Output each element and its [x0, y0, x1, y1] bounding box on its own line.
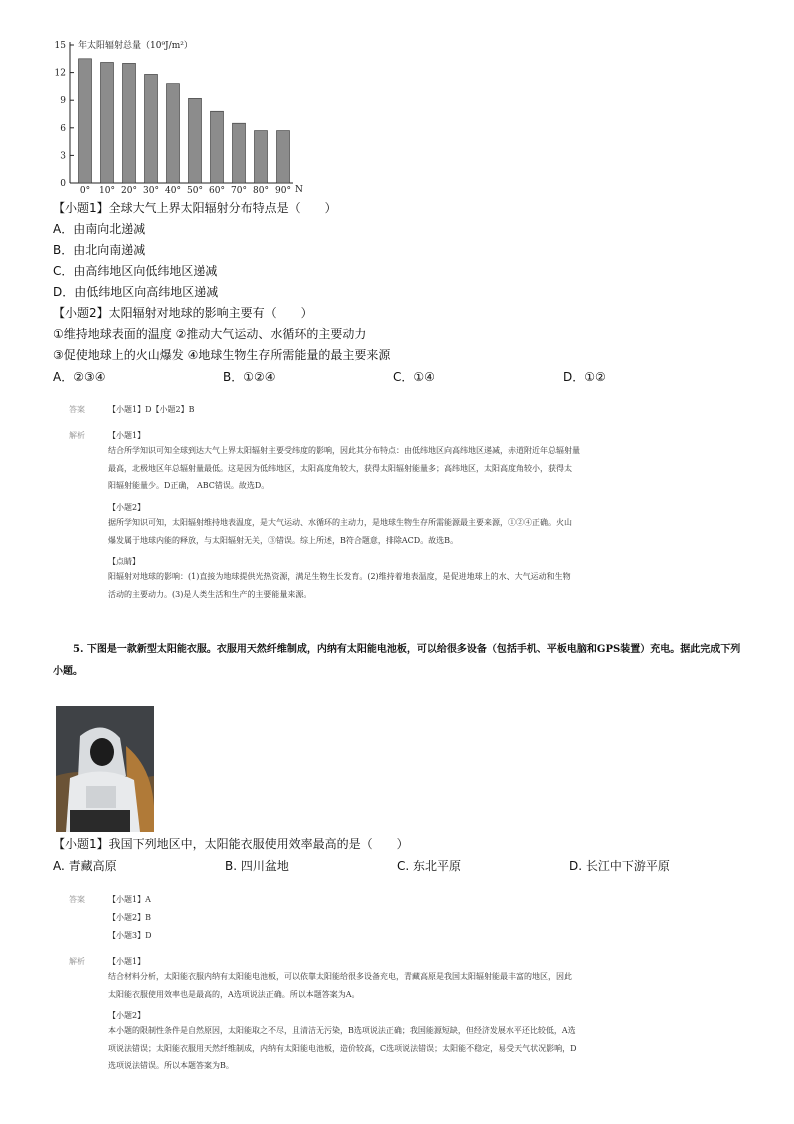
question-2-title: 【小题2】太阳辐射对地球的影响主要有（ ） [53, 306, 313, 320]
x-tick-label: 0° [79, 186, 91, 194]
question-1-title: 【小题1】全球大气上界太阳辐射分布特点是（ ） [53, 201, 337, 215]
y-ticks [55, 41, 74, 189]
y-tick-label: 12 [54, 68, 66, 79]
question-5-1-option-a: A. 青藏高原 [53, 859, 117, 873]
answer-tag: 答案 [69, 405, 85, 414]
bar [189, 98, 202, 183]
analysis-sub-1-text: 结合所学知识可知全球到达大气上界太阳辐射主要受纬度的影响，因此其分布特点：由低纬地区向高纬地区递减，赤道附近年总辐射量 最高，北极地区年总辐射量最低。这是因为低纬地区，太阳高度角较大，获得太阳辐射能量多；高纬地区，太阳高度角较小，获得太 阳辐射能量少。D正确， ABC错误。故选D。 [108, 446, 580, 490]
question-5-1-option-d: D. 长江中下游平原 [569, 859, 670, 873]
x-tick-label: 40° [165, 186, 181, 194]
analysis-sub-2-heading: 【小题2】 [108, 503, 146, 512]
question-1-option-d: D．由低纬地区向高纬地区递减 [53, 285, 219, 299]
question-2-option-d: D．①② [563, 370, 606, 384]
bar [211, 111, 224, 183]
y-tick-label: 3 [60, 151, 66, 162]
x-tick-label: 10° [99, 186, 115, 194]
y-tick-label: 6 [60, 123, 66, 134]
answer-tag-2: 答案 [69, 895, 85, 904]
tip-text: 阳辐射对地球的影响：(1)直接为地球提供光热资源，满足生物生长发育。(2)维持着地表温度，是促进地球上的水、大气运动和生物 活动的主要动力。(3)是人类生活和生产的主要能量来源。 [108, 572, 571, 599]
question-5-1-options [53, 857, 753, 873]
question-1-option-a: A．由南向北递减 [53, 222, 146, 236]
question-5-stem: 5. 下图是一款新型太阳能衣服。衣服用天然纤维制成，内纳有太阳能电池板，可以给很多设备（包括手机、平板电脑和GPS装置）充电。据此完成下列小题。 [53, 644, 741, 677]
analysis-tag: 解析 [69, 431, 85, 440]
solar-clothing-photo [56, 706, 154, 832]
bar [167, 84, 180, 183]
answer-text: 【小题1】D【小题2】B [108, 405, 195, 414]
y-axis-label: 年太阳辐射总量（10⁹J/m²） [78, 41, 193, 51]
bar [255, 131, 268, 183]
y-tick-label: 0 [60, 179, 66, 189]
analysis-2-sub-1-text: 结合材料分析，太阳能衣服内纳有太阳能电池板，可以依靠太阳能给很多设备充电，青藏高原是我国太阳辐射能最丰富的地区，因此 太阳能衣服使用效率也是最高的，A选项说法正确。所以本题答案为A。 [108, 972, 572, 999]
solar-radiation-bar-chart [40, 34, 310, 194]
y-tick-label: 9 [60, 96, 66, 107]
bars [79, 59, 290, 183]
analysis-sub-2-text: 据所学知识可知，太阳辐射维持地表温度，是大气运动、水循环的主动力，是地球生物生存所需能源最主要来源，①②④正确。火山 爆发属于地球内能的释放，与太阳辐射无关，③错误。综上所述，B符合题意，排除ACD。故选B。 [108, 518, 572, 545]
question-2-option-b: B．①②④ [223, 370, 276, 384]
x-tick-label: 60° [209, 186, 225, 194]
x-tick-label: 80° [253, 186, 269, 194]
question-5-1-title: 【小题1】我国下列地区中，太阳能衣服使用效率最高的是（ ） [53, 837, 409, 851]
bar [145, 74, 158, 183]
analysis-tag-2: 解析 [69, 957, 85, 966]
answer-2-line-1: 【小题1】A [108, 895, 151, 904]
x-tick-label: 90° [275, 186, 291, 194]
x-tick-label: 30° [143, 186, 159, 194]
question-1-option-b: B．由北向南递减 [53, 243, 146, 257]
question-1-option-c: C．由高纬地区向低纬地区递减 [53, 264, 218, 278]
question-2-statement-line-1: ①维持地球表面的温度 ②推动大气运动、水循环的主要动力 [53, 327, 367, 341]
x-tick-label: 20° [121, 186, 137, 194]
x-tick-label: 50° [187, 186, 203, 194]
bar [101, 62, 114, 183]
question-2-option-a: A．②③④ [53, 370, 106, 384]
tip-heading: 【点睛】 [108, 557, 140, 566]
question-5-1-option-b: B. 四川盆地 [225, 859, 289, 873]
x-tick-label: 70° [231, 186, 247, 194]
bar [277, 131, 290, 183]
question-2-options [53, 368, 753, 384]
analysis-2-sub-2-text: 本小题的限制性条件是自然原因，太阳能取之不尽，且清洁无污染，B选项说法正确；我国能源短缺，但经济发展水平还比较低，A选 项说法错误；太阳能衣服用天然纤维制成，内纳有太阳能电池板，造价较高，C选项说法错误；太阳能不稳定，易受天气状况影响，D 选项说法错误。所以本题答案为B。 [108, 1026, 577, 1070]
analysis-2-sub-1-heading: 【小题1】 [108, 957, 146, 966]
answer-2-line-2: 【小题2】B [108, 913, 151, 922]
question-2-option-c: C．①④ [393, 370, 435, 384]
analysis-sub-1-heading: 【小题1】 [108, 431, 146, 440]
question-5-1-option-c: C. 东北平原 [397, 859, 462, 873]
bar [233, 123, 246, 183]
question-2-statement-line-2: ③促使地球上的火山爆发 ④地球生物生存所需能量的最主要来源 [53, 348, 391, 362]
analysis-2-sub-2-heading: 【小题2】 [108, 1011, 146, 1020]
answer-2-line-3: 【小题3】D [108, 931, 152, 940]
bar [123, 63, 136, 183]
x-axis-unit: N [295, 185, 303, 194]
x-ticks [80, 186, 291, 194]
bar [79, 59, 92, 183]
y-tick-label: 15 [54, 41, 66, 51]
